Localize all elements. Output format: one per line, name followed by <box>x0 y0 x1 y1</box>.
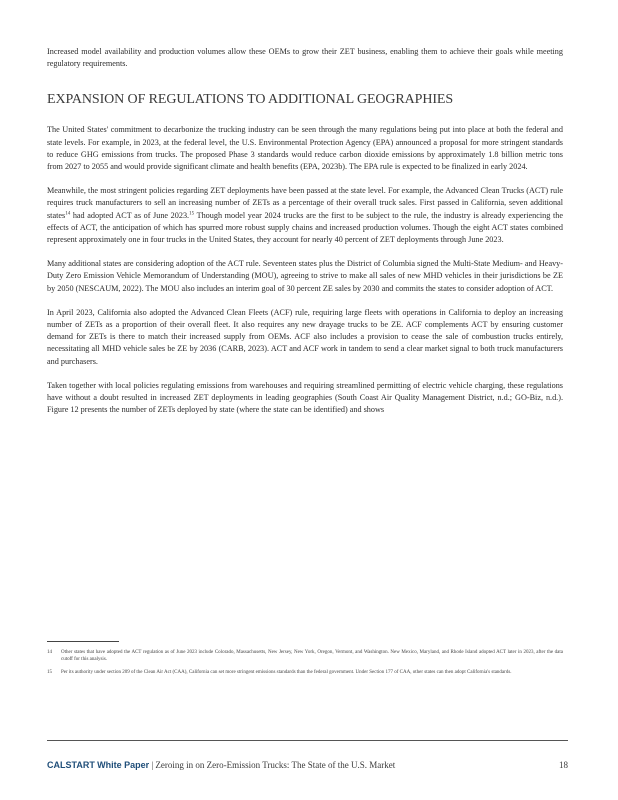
paragraph-act-rule-part-2: had adopted ACT as of June 2023. <box>70 210 190 220</box>
body-content <box>47 46 563 428</box>
paragraph-federal-regulations: The United States' commitment to decarbonize the trucking industry can be seen through the many regulations being put into place at both the federal and state levels. For example, in 2023, at the federal level, the U.S. Environmental Protection Agency (EPA) announced a proposal for more stringent standards to reduce GHG emissions from trucks. The proposed Phase 3 standards would reduce carbon dioxide emissions by approximately 1.8 billion metric tons from 2027 to 2055 and would provide significant climate and health benefits (EPA, 2023b). The EPA rule is expected to be finalized in early 2024. <box>47 125 563 172</box>
page-number: 18 <box>559 760 568 770</box>
footer-divider <box>47 740 568 741</box>
footnote-item <box>47 669 563 676</box>
footnote-ref-15[interactable]: 15 <box>189 210 195 216</box>
footer-separator: | <box>151 760 154 770</box>
footer-brand: CALSTART <box>47 760 95 770</box>
paragraph-mou: Many additional states are considering adoption of the ACT rule. Seventeen states plus the District of Columbia signed the Multi-State Medium- and Heavy-Duty Zero Emission Vehicle Memorandum of Understanding (MOU), agreeing to strive to make all sales of new MHD vehicles in their jurisdictions be ZE by 2050 (NESCAUM, 2022). The MOU also includes an interim goal of 30 percent ZE sales by 2030 and commits the states to consider adoption of ACT. <box>47 259 563 293</box>
paragraph-local-policies: Taken together with local policies regulating emissions from warehouses and requiring streamlined permitting of electric vehicle charging, these regulations have without a doubt resulted in increased ZET deployments in leading geographies (South Coast Air Quality Management District, n.d.; GO-Biz, n.d.). Figure 12 presents the number of ZETs deployed by state (where the state can be identified) and shows <box>47 380 563 415</box>
intro-paragraph: Increased model availability and production volumes allow these OEMs to grow their ZET business, enabling them to achieve their goals while meeting regulatory requirements. <box>47 47 563 69</box>
footnote-text: Per its authority under section 209 of the Clean Air Act (CAA), California can set more stringent emissions standards than the federal government. Under Section 177 of CAA, other states can then adopt California's standards. <box>61 670 512 676</box>
footnotes <box>47 649 563 683</box>
footnote-text: Other states that have adopted the ACT regulation as of June 2023 include Colorado, Massachusetts, New Jersey, New York, Oregon, Vermont, and Washington. New Mexico, Maryland, and Rhode Island adopted ACT later in 2023, after the data cutoff for this analysis. <box>61 650 563 663</box>
page-footer <box>47 759 568 773</box>
paragraph-act-rule-part-1: Meanwhile, the most stringent policies regarding ZET deployments have been passed at the state level. For example, the Advanced Clean Trucks (ACT) rule requires truck manufacturers to sell an increasing number of ZETs as a percentage of their overall truck sales. First passed in California, seven additional states <box>47 186 563 220</box>
paragraph-act-rule <box>47 185 563 246</box>
footnote-divider <box>47 641 119 642</box>
footnote-ref-14[interactable]: 14 <box>65 210 71 216</box>
footer-doc-title: Zeroing in on Zero-Emission Trucks: The State of the U.S. Market <box>155 760 396 770</box>
section-heading: EXPANSION OF REGULATIONS TO ADDITIONAL GEOGRAPHIES <box>47 92 454 108</box>
footnote-number: 15 <box>47 670 52 676</box>
footnote-number: 14 <box>47 650 52 655</box>
footnote-item <box>47 649 563 663</box>
paragraph-act-rule-part-3: Though model year 2024 trucks are the first to be subject to the rule, the industry is already experiencing the effects of ACT, the anticipation of which has spurred more robust supply chains and increased production volumes. Though the eight ACT states combined represent approximately one in four trucks in the United States, they account for nearly 40 percent of ZET deployments through June 2023. <box>47 210 563 245</box>
footer-doc-type: White Paper <box>97 760 150 770</box>
paragraph-acf-rule: In April 2023, California also adopted the Advanced Clean Fleets (ACF) rule, requiring large fleets with operations in California to deploy an increasing number of ZETs as a proportion of their overall fleet. It also requires any new drayage trucks to be ZE. ACF complements ACT by ensuring customer demand for ZETs is there to match their increased supply from OEMs. ACF also includes a provision to cease the sale of combustion trucks entirely, necessitating all MHD vehicle sales be ZE by 2036 (CARB, 2023). ACT and ACF work in tandem to send a clear market signal to both truck manufacturers and purchasers. <box>47 307 563 366</box>
